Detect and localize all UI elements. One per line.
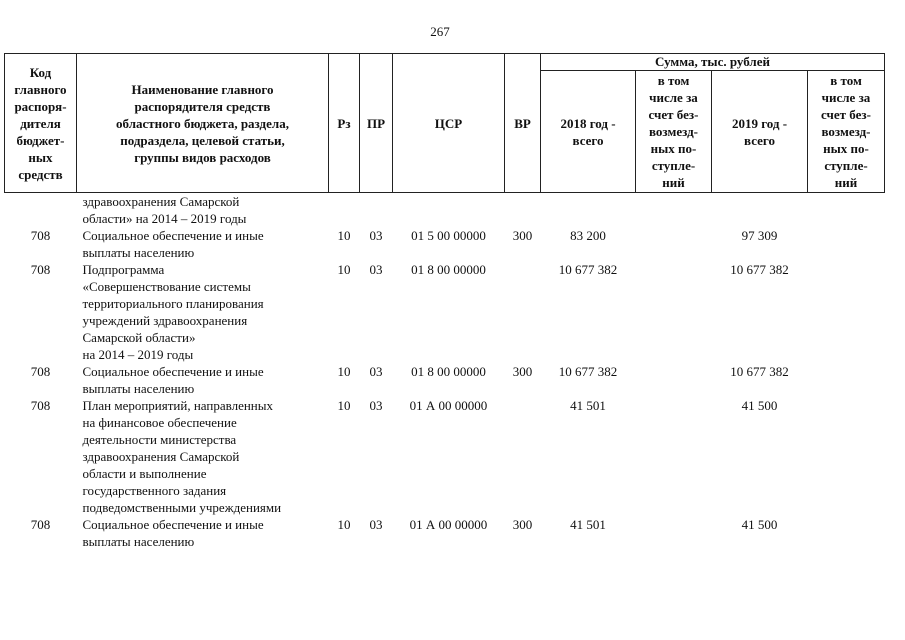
cell-2018-free xyxy=(636,227,712,261)
cell-rz: 10 xyxy=(337,364,351,379)
cell-2019-free xyxy=(808,363,885,397)
table-row xyxy=(5,261,885,363)
cell-rz: 10 xyxy=(337,517,351,532)
cell-2018: 10 677 382 xyxy=(558,262,618,277)
cell-pr: 03 xyxy=(369,517,383,532)
table-row xyxy=(5,516,885,550)
header-pr: ПР xyxy=(360,54,393,193)
cell-rz: 10 xyxy=(337,398,351,413)
cell-2018 xyxy=(541,193,636,228)
cell-2019-free xyxy=(808,193,885,228)
header-code: Код главного распоря- дителя бюджет- ных средств xyxy=(5,54,77,193)
header-name: Наименование главного распорядителя средств областного бюджета, раздела, подраздела, целевой статьи, группы видов расходов xyxy=(77,54,329,193)
cell-code: 708 xyxy=(30,517,51,532)
header-csr: ЦСР xyxy=(393,54,505,193)
cell-vr: 300 xyxy=(512,228,533,243)
cell-name: Социальное обеспечение и иные выплаты населению xyxy=(82,228,264,260)
cell-csr xyxy=(393,193,505,228)
cell-2019: 10 677 382 xyxy=(730,364,789,379)
cell-2019: 41 500 xyxy=(741,517,778,532)
cell-csr: 01 А 00 00000 xyxy=(409,517,488,532)
table-row xyxy=(5,227,885,261)
cell-name: здравоохранения Самарской области» на 2014 – 2019 годы xyxy=(82,194,247,226)
cell-vr: 300 xyxy=(512,364,533,379)
header-2018-total: 2018 год - всего xyxy=(541,71,636,193)
cell-rz xyxy=(329,193,360,228)
cell-pr: 03 xyxy=(369,228,383,243)
cell-csr: 01 А 00 00000 xyxy=(409,398,488,413)
header-sum: Сумма, тыс. рублей xyxy=(541,54,885,71)
header-2019-total: 2019 год - всего xyxy=(712,71,808,193)
cell-2019-free xyxy=(808,516,885,550)
table-row xyxy=(5,397,885,516)
cell-name: Подпрограмма «Совершенствование системы территориального планирования учреждений здравоохранения Самарской области» на 2014 – 2019 годы xyxy=(82,262,264,362)
table-body xyxy=(5,193,885,551)
cell-2018: 41 501 xyxy=(570,398,606,413)
cell-2018-free xyxy=(636,397,712,516)
cell-code: 708 xyxy=(30,398,51,413)
cell-2019-free xyxy=(808,261,885,363)
cell-rz: 10 xyxy=(337,262,351,277)
cell-2019-free xyxy=(808,397,885,516)
cell-pr: 03 xyxy=(369,262,383,277)
table-header xyxy=(5,54,885,193)
cell-vr xyxy=(505,261,541,363)
cell-vr: 300 xyxy=(512,517,533,532)
cell-name: Социальное обеспечение и иные выплаты населению xyxy=(82,517,264,549)
cell-code: 708 xyxy=(30,364,51,379)
header-2019-free: в том числе за счет без- возмезд- ных по- ступле- ний xyxy=(808,71,885,193)
cell-pr xyxy=(360,193,393,228)
page-number: 267 xyxy=(430,24,450,39)
cell-rz: 10 xyxy=(337,228,351,243)
cell-code xyxy=(5,193,77,228)
cell-csr: 01 5 00 00000 xyxy=(411,228,486,243)
header-vr: ВР xyxy=(505,54,541,193)
cell-pr: 03 xyxy=(369,364,383,379)
header-2018-free: в том числе за счет без- возмезд- ных по- ступле- ний xyxy=(636,71,712,193)
cell-name: План мероприятий, направленных на финансовое обеспечение деятельности министерства здравоохранения Самарской области и выполнение государственного задания подведомственными учреждениями xyxy=(82,398,282,515)
cell-pr: 03 xyxy=(369,398,383,413)
cell-2018-free xyxy=(636,193,712,228)
cell-2018-free xyxy=(636,261,712,363)
cell-2018-free xyxy=(636,516,712,550)
table-row xyxy=(5,193,885,228)
budget-table xyxy=(4,53,885,550)
cell-csr: 01 8 00 00000 xyxy=(411,262,486,277)
cell-2019-free xyxy=(808,227,885,261)
cell-2019: 41 500 xyxy=(741,398,778,413)
cell-vr xyxy=(505,397,541,516)
cell-name: Социальное обеспечение и иные выплаты населению xyxy=(82,364,264,396)
cell-2018-free xyxy=(636,363,712,397)
cell-2019: 10 677 382 xyxy=(730,262,789,277)
cell-2018: 83 200 xyxy=(570,228,606,243)
table-row xyxy=(5,363,885,397)
cell-csr: 01 8 00 00000 xyxy=(411,364,486,379)
cell-2019: 97 309 xyxy=(741,228,778,243)
cell-2018: 10 677 382 xyxy=(558,364,618,379)
cell-vr xyxy=(505,193,541,228)
cell-2018: 41 501 xyxy=(570,517,606,532)
cell-2019 xyxy=(712,193,808,228)
cell-code: 708 xyxy=(30,262,51,277)
header-rz: Рз xyxy=(329,54,360,193)
cell-code: 708 xyxy=(30,228,51,243)
